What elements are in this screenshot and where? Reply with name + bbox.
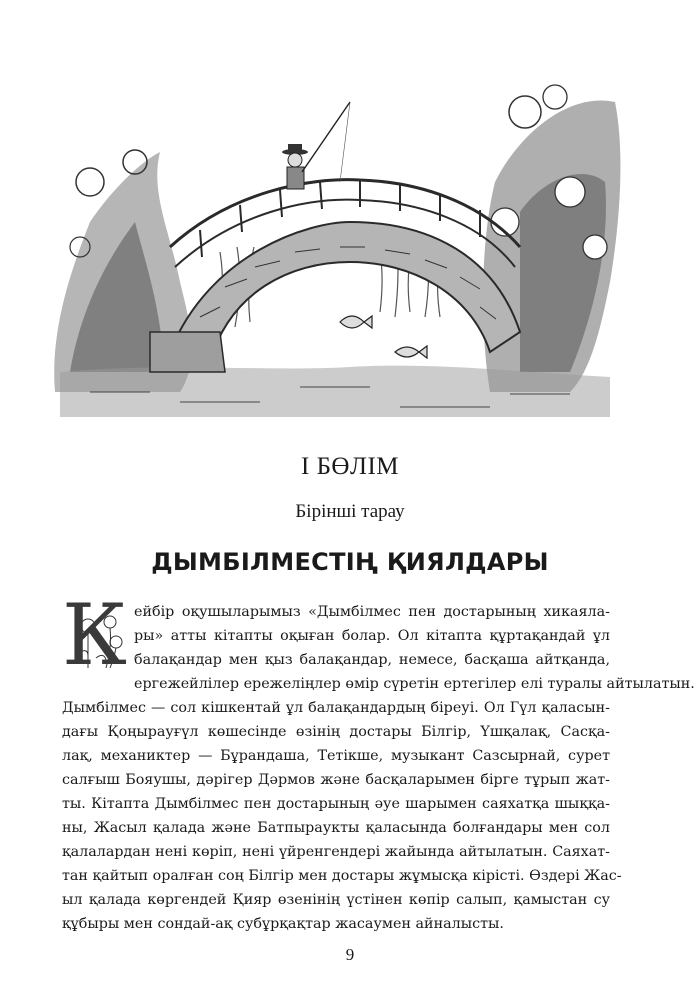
text-line: дағы Қоңырауғүл көшесінде өзінің достары Білгір, Үшқалақ, Сасқа- [62, 724, 610, 740]
bridge-illustration [50, 72, 625, 422]
text-line: ыл қалада көргендей Қияр өзенінің үстінен көпір салып, қамыстан су [62, 892, 610, 908]
text-line: ны, Жасыл қалада және Батпыраукты қаласында болғандары мен сол [62, 820, 610, 836]
drop-cap-letter: К [62, 586, 128, 684]
text-line: лақ, механиктер — Бұрандаша, Тетікше, музыкант Сазсырнай, сурет [62, 748, 610, 764]
text-line: құбыры мен сондай-ақ субұрқақтар жасаумен айналысты. [62, 916, 504, 932]
text-line: қалалардан нені көріп, нені үйренгендері жайында айтылатын. Саяхат- [62, 844, 610, 860]
part-title: І БӨЛІМ [301, 453, 399, 480]
text-line: ергежейлілер ережеліңлер өмір сүретін ертегілер елі туралы айтылатын. [134, 676, 695, 692]
text-line: ты. Кітапта Дымбілмес пен достарының әуе шарымен саяхатқа шыққа- [62, 796, 610, 812]
text-line: Дымбілмес — сол кішкентай ұл балақандардың біреуі. Ол Гүл қаласын- [62, 700, 610, 716]
page-number: 9 [345, 945, 355, 964]
water [60, 366, 610, 417]
chapter-subtitle: Бірінші тарау [295, 501, 405, 522]
text-line: балақандар мен қыз балақандар, немесе, басқаша айтқанда, [134, 652, 610, 668]
chapter-title: ДЫМБІЛМЕСТІҢ ҚИЯЛДАРЫ [151, 548, 549, 576]
text-line: ейбір оқушыларымыз «Дымбілмес пен достарының хикаяла- [134, 604, 610, 620]
text-line: ры» атты кітапты оқыған болар. Ол кітапта құртақандай ұл [134, 628, 610, 644]
text-line: салғыш Бояушы, дәрігер Дәрмов және басқаларымен бірге тұрып жат- [62, 772, 610, 788]
drop-cap [62, 586, 134, 684]
text-line: тан қайтып оралған соң Білгір мен достары жұмысқа кірісті. Өздері Жас- [62, 868, 622, 884]
